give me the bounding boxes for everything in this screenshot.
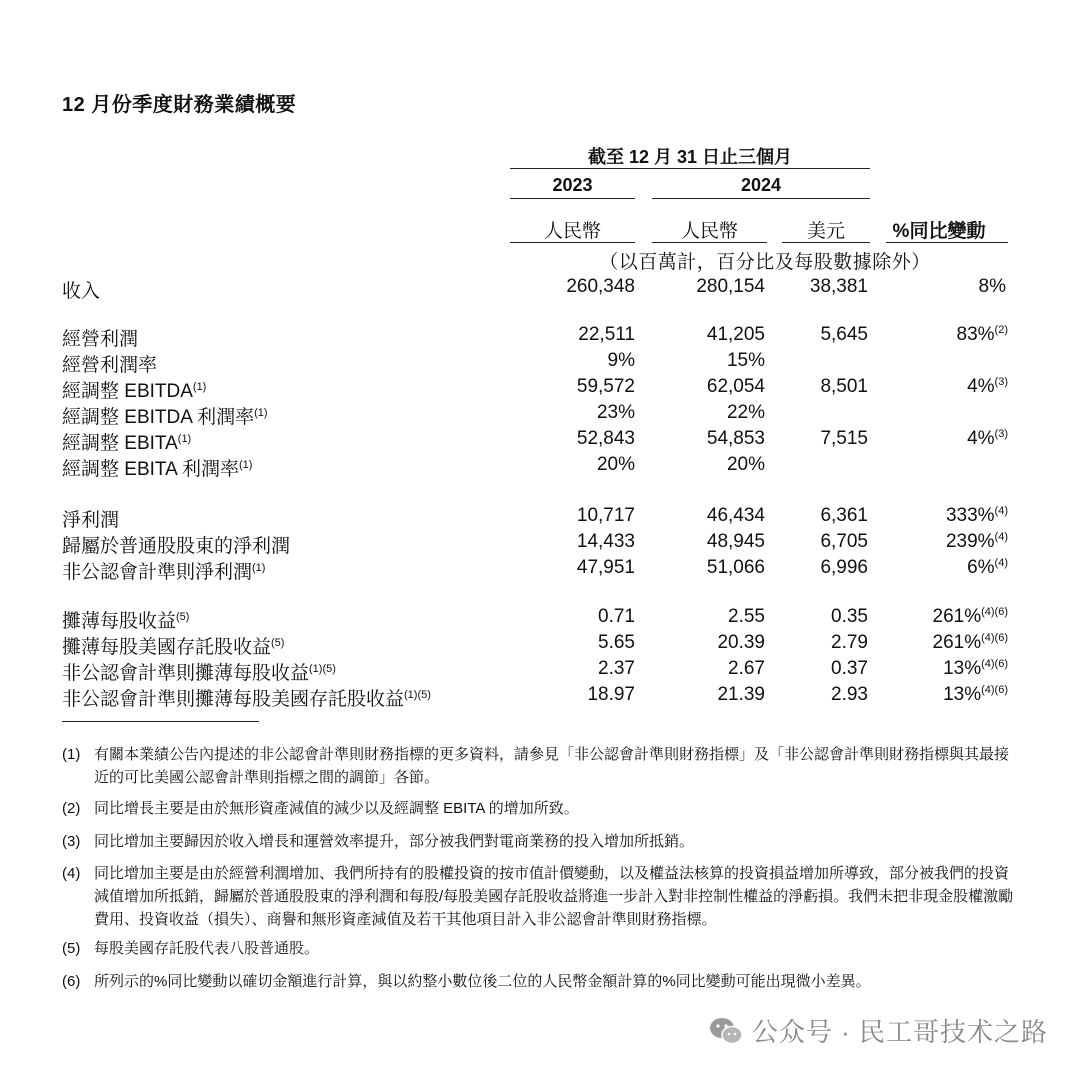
footnote-number: (4) <box>62 865 81 882</box>
value-2024: 20% <box>726 454 765 475</box>
table-row <box>0 658 1080 684</box>
row-label-text: 非公認會計準則攤薄每股收益 <box>62 663 310 684</box>
value-usd: 2.79 <box>831 632 868 653</box>
table-row <box>0 606 1080 632</box>
footnote-ref: (1) <box>239 459 253 471</box>
value-yoy-text: 333% <box>945 505 995 526</box>
value-usd: 38,381 <box>809 276 868 297</box>
footnote-ref: (2) <box>994 324 1008 336</box>
currency-usd: 美元 <box>806 221 845 242</box>
value-2023: 52,843 <box>576 428 635 449</box>
row-label-text: 經營利潤 <box>62 329 139 350</box>
value-usd: 5,645 <box>820 324 868 345</box>
footnote-item <box>62 862 1022 931</box>
footnote-ref: (4) <box>994 505 1008 517</box>
divider <box>510 242 635 243</box>
footnote-ref: (1) <box>254 407 268 419</box>
row-label-text: 經調整 EBITA 利潤率 <box>62 459 240 480</box>
value-usd: 0.37 <box>831 658 868 679</box>
value-2023: 59,572 <box>576 376 635 397</box>
footnote-text: 所列示的%同比變動以確切金額進行計算，與以約整小數位後二位的人民幣金額計算的%同比變動可能出現微小差異。 <box>94 973 871 990</box>
value-usd: 6,996 <box>820 557 868 578</box>
value-2023: 20% <box>596 454 635 475</box>
table-row <box>0 531 1080 557</box>
table-row <box>0 376 1080 402</box>
value-yoy-text: 261% <box>932 632 982 653</box>
divider <box>510 198 635 199</box>
row-label <box>62 402 268 429</box>
value-yoy-text: 239% <box>945 531 995 552</box>
row-label <box>62 684 431 711</box>
watermark <box>708 1012 1048 1049</box>
row-label-text: 歸屬於普通股股東的淨利潤 <box>62 536 291 557</box>
value-2023: 260,348 <box>566 276 635 297</box>
footnote-number: (6) <box>62 973 81 990</box>
footnote-ref: (4) <box>994 557 1008 569</box>
footnote-ref: (4)(6) <box>981 658 1008 670</box>
footnote-text: 有關本業績公告內提述的非公認會計準則財務指標的更多資料，請參見「非公認會計準則財務指標」及「非公認會計準則財務指標與其最接近的可比美國公認會計準則指標之間的調節」各節。 <box>94 746 1010 786</box>
divider <box>652 198 870 199</box>
value-yoy <box>946 505 1008 527</box>
footnote-ref: (4)(6) <box>981 632 1008 644</box>
table-row <box>0 505 1080 531</box>
value-yoy <box>979 276 1006 298</box>
row-label <box>62 606 189 633</box>
footnote-ref: (1)(5) <box>309 663 336 675</box>
value-yoy <box>957 324 1008 346</box>
row-label <box>62 531 290 558</box>
footnote-item <box>62 970 1022 993</box>
footnote-ref: (1)(5) <box>404 689 431 701</box>
footnote-text: 同比增加主要是由於經營利潤增加、我們所持有的股權投資的按市值計價變動，以及權益法核算的投資損益增加所導致，部分被我們的投資減值增加所抵銷，歸屬於普通股股東的淨利潤和每股/每股美國存託股收益將進一步計入對非控制性權益的淨虧損。我們未把非現金股權激勵費用、投資收益（損失）、商譽和無形資產減值及若干其他項目計入非公認會計準則財務指標。 <box>94 865 1014 928</box>
value-2024: 15% <box>726 350 765 371</box>
footnote-number: (2) <box>62 800 81 817</box>
value-2024: 41,205 <box>706 324 765 345</box>
value-yoy <box>967 428 1008 450</box>
footnote-ref: (1) <box>177 433 192 445</box>
table-row <box>0 324 1080 350</box>
row-label-text: 經營利潤率 <box>62 355 158 376</box>
divider <box>886 242 1008 243</box>
divider <box>782 242 870 243</box>
row-label <box>62 350 157 377</box>
footnote-ref: (5) <box>271 637 285 649</box>
value-usd: 8,501 <box>820 376 868 397</box>
value-yoy <box>943 684 1008 706</box>
row-label-text: 攤薄每股美國存託股收益 <box>62 637 272 658</box>
divider <box>652 242 767 243</box>
table-row <box>0 276 1080 302</box>
footnote-text: 每股美國存託股代表八股普通股。 <box>94 940 320 957</box>
table-row <box>0 454 1080 480</box>
value-usd: 6,705 <box>820 531 868 552</box>
footnote-number: (1) <box>62 746 81 763</box>
value-usd: 6,361 <box>820 505 868 526</box>
table-row <box>0 632 1080 658</box>
footnote-divider <box>62 721 259 722</box>
value-2023: 2.37 <box>598 658 635 679</box>
yoy-header: %同比變動 <box>892 221 986 242</box>
value-2023: 5.65 <box>598 632 635 653</box>
footnote-ref: (3) <box>994 428 1008 440</box>
value-yoy <box>943 658 1008 680</box>
table-row <box>0 402 1080 428</box>
value-yoy <box>933 606 1009 628</box>
value-2024: 51,066 <box>706 557 765 578</box>
value-yoy-text: 4% <box>967 376 995 397</box>
footnote-number: (3) <box>62 833 81 850</box>
table-row <box>0 684 1080 710</box>
row-label-text: 攤薄每股收益 <box>62 611 177 632</box>
footnote-ref: (3) <box>994 376 1008 388</box>
row-label-text: 經調整 EBITDA 利潤率 <box>62 407 255 428</box>
footnote-ref: (4) <box>994 531 1008 543</box>
year-2024: 2024 <box>740 175 782 195</box>
value-2023: 47,951 <box>576 557 635 578</box>
table-row <box>0 428 1080 454</box>
value-2024: 21.39 <box>717 684 765 705</box>
row-label <box>62 276 100 303</box>
period-header: 截至 12 月 31 日止三個月 <box>587 147 793 167</box>
footnote-text: 同比增長主要是由於無形資產減值的減少以及經調整 EBITA 的增加所致。 <box>94 800 579 817</box>
value-2023: 14,433 <box>576 531 635 552</box>
row-label <box>62 658 336 685</box>
row-label <box>62 428 191 455</box>
divider <box>510 168 870 169</box>
row-label <box>62 557 265 584</box>
value-yoy-text: 13% <box>943 658 982 679</box>
table-row <box>0 557 1080 583</box>
row-label-text: 收入 <box>62 281 101 302</box>
value-yoy-text: 6% <box>967 557 995 578</box>
row-label-text: 淨利潤 <box>62 510 120 531</box>
value-2023: 23% <box>596 402 635 423</box>
footnote-number: (5) <box>62 940 81 957</box>
row-label <box>62 454 252 481</box>
value-2023: 18.97 <box>587 684 635 705</box>
value-2024: 48,945 <box>706 531 765 552</box>
row-label-text: 經調整 EBITA <box>62 433 178 454</box>
value-2023: 0.71 <box>598 606 635 627</box>
wechat-icon <box>708 1016 744 1046</box>
footnote-ref: (4)(6) <box>981 606 1008 618</box>
value-2023: 22,511 <box>578 324 635 345</box>
footnote-text: 同比增加主要歸因於收入增長和運營效率提升，部分被我們對電商業務的投入增加所抵銷。 <box>94 833 695 850</box>
footnote-item <box>62 743 1022 789</box>
footnote-ref: (5) <box>176 611 190 623</box>
value-2024: 46,434 <box>706 505 765 526</box>
value-yoy <box>967 557 1008 579</box>
row-label-text: 經調整 EBITDA <box>62 381 193 402</box>
value-2024: 2.55 <box>728 606 765 627</box>
row-label-text: 非公認會計準則淨利潤 <box>62 562 253 583</box>
value-2024: 20.39 <box>717 632 765 653</box>
value-yoy-text: 83% <box>956 324 995 345</box>
value-2024: 22% <box>726 402 765 423</box>
value-yoy <box>946 531 1008 553</box>
value-2023: 10,717 <box>576 505 635 526</box>
page-title: 12 月份季度財務業績概要 <box>62 94 297 116</box>
units-note: （以百萬計，百分比及每股數據除外） <box>599 252 931 273</box>
row-label <box>62 632 284 659</box>
currency-rmb-2024: 人民幣 <box>680 221 738 242</box>
row-label <box>62 505 119 532</box>
currency-rmb-2023: 人民幣 <box>543 221 601 242</box>
value-usd: 0.35 <box>831 606 868 627</box>
value-2024: 62,054 <box>706 376 765 397</box>
footnote-ref: (1) <box>192 381 207 393</box>
value-usd: 7,515 <box>820 428 868 449</box>
value-yoy-text: 8% <box>978 276 1006 297</box>
value-yoy <box>967 376 1008 398</box>
value-yoy-text: 261% <box>932 606 982 627</box>
footnote-item <box>62 937 1022 960</box>
value-2024: 2.67 <box>728 658 765 679</box>
value-2024: 280,154 <box>696 276 765 297</box>
footnote-ref: (1) <box>252 562 266 574</box>
value-2023: 9% <box>607 350 635 371</box>
footnote-item <box>62 830 1022 853</box>
value-2024: 54,853 <box>706 428 765 449</box>
table-row <box>0 350 1080 376</box>
value-yoy-text: 4% <box>967 428 995 449</box>
year-2023: 2023 <box>552 175 593 195</box>
row-label <box>62 376 206 403</box>
value-usd: 2.93 <box>831 684 868 705</box>
footnote-item <box>62 797 1022 820</box>
footnote-ref: (4)(6) <box>981 684 1008 696</box>
row-label-text: 非公認會計準則攤薄每股美國存託股收益 <box>62 689 405 710</box>
value-yoy-text: 13% <box>943 684 982 705</box>
row-label <box>62 324 138 351</box>
watermark-text: 公众号 · 民工哥技术之路 <box>751 1017 1048 1047</box>
value-yoy <box>933 632 1009 654</box>
